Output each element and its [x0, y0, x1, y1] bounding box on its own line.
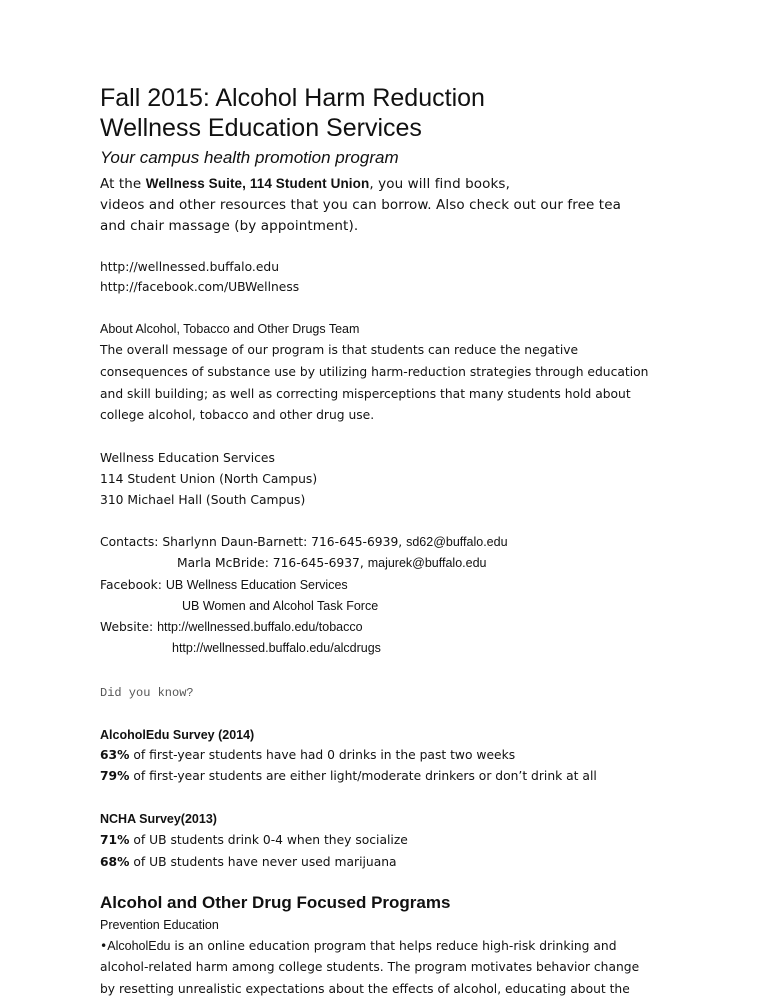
- stat-percent: 71%: [100, 833, 130, 847]
- survey-title: NCHA Survey(2013): [100, 812, 217, 826]
- stat-text: of first-year students are either light/moderate drinkers or don’t drink at all: [129, 769, 597, 783]
- stat-line: [100, 769, 597, 783]
- address-line: Wellness Education Services: [100, 451, 275, 465]
- program-line: [100, 939, 617, 953]
- stat-line: [100, 855, 397, 869]
- program-text: is an online education program that helps reduce high-risk drinking and: [170, 939, 617, 953]
- facebook-label: Facebook:: [100, 578, 162, 592]
- website-link[interactable]: http://wellnessed.buffalo.edu/tobacco: [157, 620, 363, 634]
- website-row: [100, 620, 363, 634]
- website-label: Website:: [100, 620, 154, 634]
- address-line: 310 Michael Hall (South Campus): [100, 493, 306, 507]
- stat-line: [100, 748, 515, 762]
- intro-line-2: videos and other resources that you can borrow. Also check out our free tea: [100, 197, 621, 213]
- program-name: AlcoholEdu: [107, 939, 171, 953]
- website-link[interactable]: http://wellnessed.buffalo.edu/alcdrugs: [172, 641, 381, 655]
- stat-percent: 79%: [100, 769, 130, 783]
- title-line-1: Fall 2015: Alcohol Harm Reduction: [100, 84, 485, 112]
- facebook-row: [100, 578, 348, 592]
- prevention-heading: Prevention Education: [100, 918, 219, 932]
- contact-email[interactable]: sd62@buffalo.edu: [406, 535, 508, 549]
- intro-line-1: [100, 176, 510, 192]
- contact-2: [177, 556, 486, 570]
- stat-text: of UB students have never used marijuana: [129, 855, 397, 869]
- subtitle: Your campus health promotion program: [100, 148, 399, 167]
- intro-line-3: and chair massage (by appointment).: [100, 218, 359, 234]
- contact-name: Marla McBride: 716-645-6937,: [177, 556, 368, 570]
- program-line: alcohol-related harm among college students. The program motivates behavior change: [100, 960, 640, 974]
- intro-text: , you will find books,: [369, 176, 510, 192]
- stat-text: of first-year students have had 0 drinks in the past two weeks: [129, 748, 516, 762]
- about-line: college alcohol, tobacco and other drug use.: [100, 408, 375, 422]
- contact-1: [100, 535, 508, 549]
- facebook-page[interactable]: UB Women and Alcohol Task Force: [182, 599, 379, 613]
- contact-email[interactable]: majurek@buffalo.edu: [367, 556, 487, 570]
- about-heading: About Alcohol, Tobacco and Other Drugs Team: [100, 322, 360, 336]
- programs-heading: Alcohol and Other Drug Focused Programs: [100, 893, 451, 912]
- contact-name: Sharlynn Daun-Barnett: 716-645-6939,: [162, 535, 407, 549]
- title-line-2: Wellness Education Services: [100, 114, 422, 142]
- facebook-page[interactable]: UB Wellness Education Services: [165, 578, 348, 592]
- stat-percent: 63%: [100, 748, 130, 762]
- intro-text: At the: [100, 176, 146, 192]
- bullet: •: [100, 939, 108, 953]
- survey-title: AlcoholEdu Survey (2014): [100, 728, 255, 742]
- about-line: and skill building; as well as correcting misperceptions that many students hold about: [100, 387, 631, 401]
- about-line: The overall message of our program is that students can reduce the negative: [100, 343, 579, 357]
- did-you-know: Did you know?: [100, 686, 194, 700]
- contacts-label: Contacts:: [100, 535, 159, 549]
- program-line: by resetting unrealistic expectations about the effects of alcohol, educating about the: [100, 982, 630, 996]
- website-link[interactable]: http://wellnessed.buffalo.edu: [100, 260, 279, 274]
- stat-line: [100, 833, 408, 847]
- facebook-link[interactable]: http://facebook.com/UBWellness: [100, 280, 300, 294]
- address-line: 114 Student Union (North Campus): [100, 472, 318, 486]
- about-line: consequences of substance use by utilizing harm-reduction strategies through education: [100, 365, 649, 379]
- stat-percent: 68%: [100, 855, 130, 869]
- intro-location: Wellness Suite, 114 Student Union: [145, 176, 370, 191]
- stat-text: of UB students drink 0-4 when they socialize: [129, 833, 408, 847]
